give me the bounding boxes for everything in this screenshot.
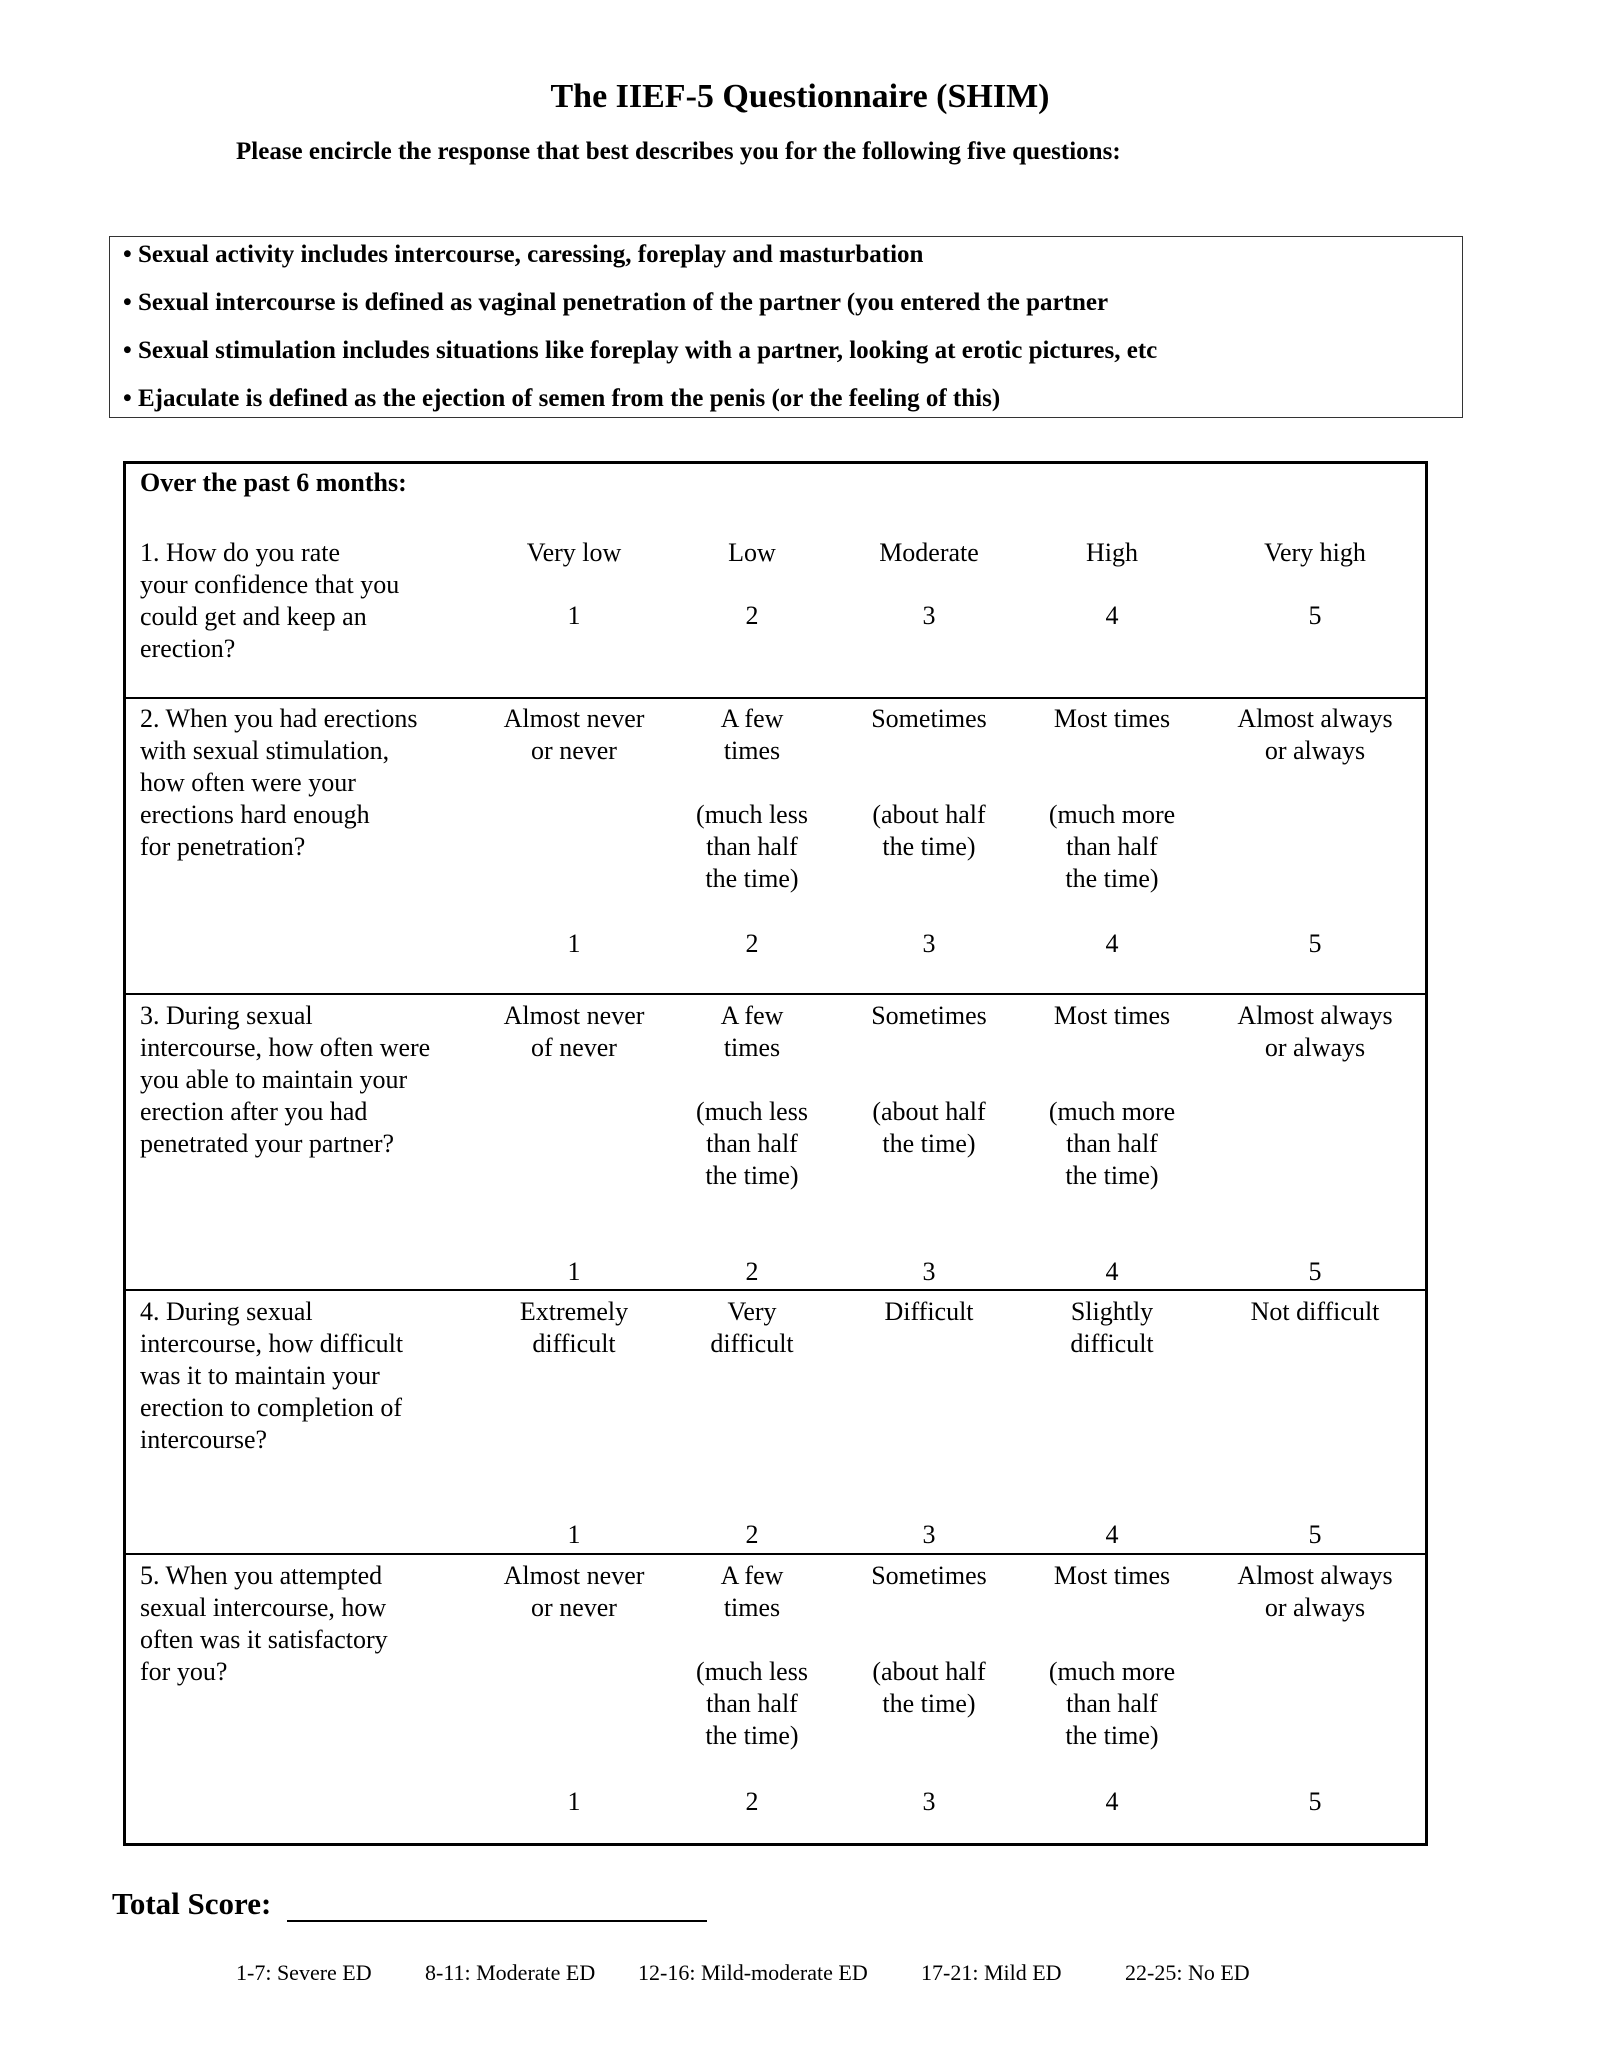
question-line: often was it satisfactory [140,1625,388,1654]
option-score[interactable]: 1 [567,601,581,630]
option-label-line: than half [1066,1689,1158,1718]
question-line: for you? [140,1657,228,1686]
question-line: could get and keep an [140,602,367,631]
option-label-line: the time) [882,832,976,861]
page-title: The IIEF-5 Questionnaire (SHIM) [550,78,1050,115]
option-label-line: the time) [705,1721,799,1750]
option-score[interactable]: 2 [745,601,759,630]
table-header: Over the past 6 months: [140,468,407,497]
definition-ejaculate: • Ejaculate is defined as the ejection of semen from the penis (or the feeling of this) [123,385,1001,412]
option-label-line [662,1064,842,1096]
question-line: intercourse? [140,1425,268,1454]
option-label-line: or always [1264,736,1366,765]
question-line: erections hard enough [140,800,370,829]
option-label-line: Almost never [503,1561,645,1590]
question-text [140,703,418,863]
question-text [140,537,399,665]
question-text [140,1000,430,1160]
score-range-mild-moderate: 12-16: Mild-moderate ED [638,1960,868,1985]
option-label[interactable] [839,703,1019,863]
question-line: 1. How do you rate [140,538,341,567]
option-label-line: Almost never [503,704,645,733]
option-label-line: A few [720,1001,784,1030]
option-label[interactable] [839,1560,1019,1720]
question-line: your confidence that you [140,570,400,599]
option-label-line: (much more [1048,1657,1176,1686]
option-label-line: times [723,1593,781,1622]
definition-sexual-activity: • Sexual activity includes intercourse, caressing, foreplay and masturbation [123,241,924,268]
option-label[interactable] [484,703,664,767]
option-label-line: Sometimes [871,704,987,733]
option-score[interactable]: 3 [922,601,936,630]
option-label-line [839,767,1019,799]
option-label[interactable] [662,1000,842,1192]
option-label[interactable] [1225,537,1405,569]
option-label-line: Low [728,538,776,567]
option-label-line: the time) [705,864,799,893]
total-score-field[interactable] [287,1920,707,1922]
question-line: for penetration? [140,832,306,861]
option-score[interactable]: 2 [745,1787,759,1816]
option-label-line: Almost always [1237,704,1393,733]
option-label[interactable] [662,1296,842,1360]
option-label-line: Moderate [879,538,979,567]
option-label-line: Very high [1264,538,1366,567]
option-label-line [1022,1592,1202,1624]
question-line: with sexual stimulation, [140,736,390,765]
option-label-line [839,1064,1019,1096]
option-label-line: Slightly [1070,1297,1154,1326]
option-label-line: of never [531,1033,617,1062]
option-score[interactable]: 1 [567,1520,581,1549]
option-score[interactable]: 5 [1308,1787,1322,1816]
option-score[interactable]: 2 [745,1520,759,1549]
option-label-line: Difficult [884,1297,974,1326]
option-label[interactable] [1225,1000,1405,1064]
option-score[interactable]: 3 [922,1787,936,1816]
option-label-line: A few [720,1561,784,1590]
instructions: Please encircle the response that best describes you for the following five questions: [236,138,1121,165]
option-label-line: Most times [1053,1561,1171,1590]
option-score[interactable]: 2 [745,929,759,958]
option-label-line: or always [1264,1593,1366,1622]
option-label-line [839,735,1019,767]
option-label-line: (about half [872,1097,986,1126]
option-label[interactable] [1225,1560,1405,1624]
question-line: erection? [140,634,236,663]
option-score[interactable]: 4 [1105,1257,1119,1286]
question-line: how often were your [140,768,356,797]
option-label[interactable] [1225,1296,1405,1328]
option-score[interactable]: 3 [922,929,936,958]
question-line: 4. During sexual [140,1297,313,1326]
option-label-line: Sometimes [871,1561,987,1590]
option-score[interactable]: 4 [1105,929,1119,958]
option-label-line [1022,1032,1202,1064]
option-label-line: difficult [532,1329,616,1358]
option-label-line: A few [720,704,784,733]
definition-sexual-stimulation: • Sexual stimulation includes situations like foreplay with a partner, looking at erotic pictures, etc [123,337,1158,364]
option-label-line [662,1624,842,1656]
option-label[interactable] [1225,703,1405,767]
option-score[interactable]: 4 [1105,1520,1119,1549]
option-score[interactable]: 2 [745,1257,759,1286]
option-label[interactable] [1022,703,1202,895]
option-score[interactable]: 5 [1308,1257,1322,1286]
option-label-line: (about half [872,800,986,829]
question-line: penetrated your partner? [140,1129,395,1158]
option-score[interactable]: 3 [922,1257,936,1286]
option-label[interactable] [484,537,664,569]
option-label[interactable] [484,1560,664,1624]
question-line: intercourse, how often were [140,1033,431,1062]
option-label-line [1022,735,1202,767]
option-label[interactable] [662,1560,842,1752]
score-range-none: 22-25: No ED [1125,1960,1250,1985]
option-label-line: than half [1066,832,1158,861]
option-label-line: Almost always [1237,1561,1393,1590]
question-line: you able to maintain your [140,1065,408,1094]
option-label-line: Almost never [503,1001,645,1030]
option-label-line: the time) [1065,1721,1159,1750]
option-label-line: than half [1066,1129,1158,1158]
option-label-line: Most times [1053,704,1171,733]
option-label-line: (much less [696,1657,808,1686]
option-label[interactable] [839,1296,1019,1328]
option-label[interactable] [484,1000,664,1064]
option-label-line: or never [531,1593,617,1622]
option-label-line [839,1592,1019,1624]
option-label-line [662,767,842,799]
question-text [140,1560,388,1688]
score-range-severe: 1-7: Severe ED [236,1960,372,1985]
option-label-line: than half [706,1129,798,1158]
option-label-line: (much more [1048,800,1176,829]
option-label-line: Extremely [519,1297,629,1326]
option-label-line: Not difficult [1250,1297,1380,1326]
option-label-line: Sometimes [871,1001,987,1030]
option-label-line: the time) [1065,864,1159,893]
option-label[interactable] [1022,1000,1202,1192]
option-score[interactable]: 3 [922,1520,936,1549]
option-label-line [839,1032,1019,1064]
option-label-line: times [723,1033,781,1062]
option-label-line: than half [706,832,798,861]
option-label-line: Very low [526,538,622,567]
question-line: erection after you had [140,1097,368,1126]
option-label-line: or never [531,736,617,765]
option-label[interactable] [662,537,842,569]
option-label-line [839,1624,1019,1656]
total-score-label: Total Score: [112,1886,272,1921]
option-label-line: (much more [1048,1097,1176,1126]
option-label-line: or always [1264,1033,1366,1062]
question-line: sexual intercourse, how [140,1593,387,1622]
option-label-line: the time) [1065,1161,1159,1190]
option-label-line: Most times [1053,1001,1171,1030]
option-label-line: Almost always [1237,1001,1393,1030]
question-line: erection to completion of [140,1393,403,1422]
option-score[interactable]: 5 [1308,1520,1322,1549]
option-label-line: (much less [696,1097,808,1126]
question-line: 3. During sexual [140,1001,313,1030]
row-divider [125,1553,1426,1555]
question-line: 5. When you attempted [140,1561,383,1590]
option-label-line: High [1086,538,1138,567]
option-score[interactable]: 4 [1105,1787,1119,1816]
option-label-line: the time) [882,1689,976,1718]
row-divider [125,1289,1426,1291]
option-label-line: the time) [882,1129,976,1158]
row-divider [125,697,1426,699]
option-label-line [1022,1064,1202,1096]
option-label-line: difficult [710,1329,794,1358]
option-score[interactable]: 4 [1105,601,1119,630]
question-line: 2. When you had erections [140,704,418,733]
option-label-line [1022,1624,1202,1656]
option-label[interactable] [839,1000,1019,1160]
row-divider [125,993,1426,995]
definition-sexual-intercourse: • Sexual intercourse is defined as vaginal penetration of the partner (you entered the partner [123,289,1109,316]
option-score[interactable]: 5 [1308,601,1322,630]
option-label[interactable] [1022,537,1202,569]
question-text [140,1296,403,1456]
option-label-line: (much less [696,800,808,829]
option-label[interactable] [484,1296,664,1360]
option-label-line: Very [727,1297,777,1326]
option-label-line: difficult [1070,1329,1154,1358]
option-label-line: than half [706,1689,798,1718]
option-label[interactable] [839,537,1019,569]
option-label-line: (about half [872,1657,986,1686]
score-range-moderate: 8-11: Moderate ED [425,1960,596,1985]
option-score[interactable]: 5 [1308,929,1322,958]
option-score[interactable]: 1 [567,1787,581,1816]
option-label-line: times [723,736,781,765]
score-range-mild: 17-21: Mild ED [921,1960,1062,1985]
question-line: was it to maintain your [140,1361,380,1390]
option-label[interactable] [1022,1560,1202,1752]
question-line: intercourse, how difficult [140,1329,404,1358]
option-label-line: the time) [705,1161,799,1190]
option-score[interactable]: 1 [567,1257,581,1286]
option-label[interactable] [1022,1296,1202,1360]
option-label-line [1022,767,1202,799]
option-score[interactable]: 1 [567,929,581,958]
option-label[interactable] [662,703,842,895]
